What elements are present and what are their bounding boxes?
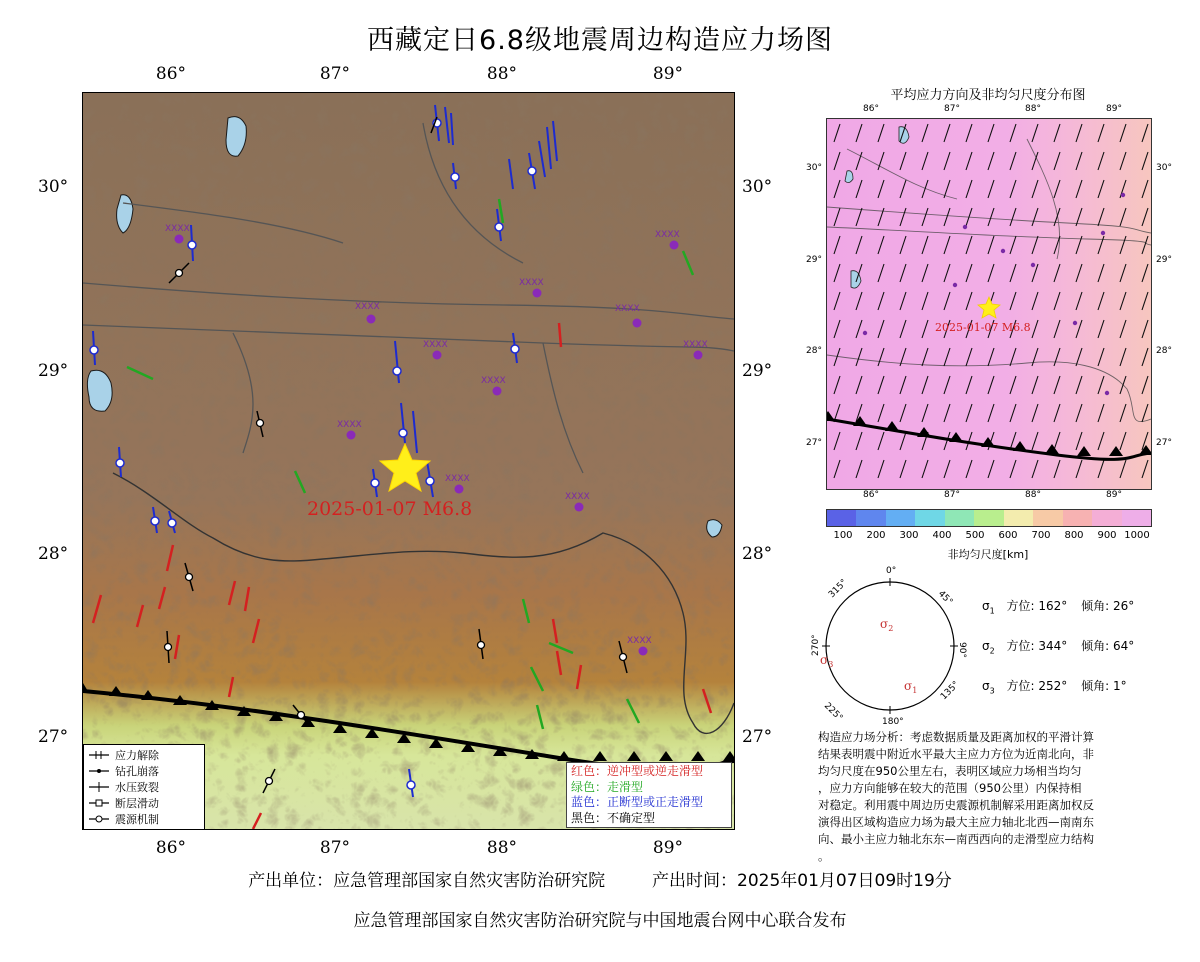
stereonet-canvas <box>810 560 970 730</box>
azimuth-label: 90° <box>957 642 967 658</box>
regime-legend <box>566 762 732 828</box>
colorbar-segment <box>945 510 974 526</box>
colorbar-segment <box>856 510 885 526</box>
colorbar-label: 非均匀尺度[km] <box>947 548 1029 561</box>
sigma2-marker: $\sigma_2$ <box>880 617 894 633</box>
colorbar-segment <box>915 510 944 526</box>
lat-label-right-30: 30° <box>742 177 773 197</box>
map-title: 西藏定日6.8级地震周边构造应力场图 <box>367 25 833 56</box>
lon-label-top-86: 86° <box>155 64 187 84</box>
lat-label-right-29: 29° <box>742 361 773 381</box>
legend-row <box>88 747 159 763</box>
inset-epicenter-label: 2025-01-07 M6.8 <box>935 321 1031 334</box>
station-label: XXXX <box>355 302 380 312</box>
inset-lon-bottom: 88° <box>1025 490 1041 500</box>
azimuth-label: 225° <box>821 701 845 724</box>
lon-label-top-88: 88° <box>486 64 518 84</box>
legend-row <box>88 779 159 795</box>
colorbar-tick: 1000 <box>1124 530 1150 541</box>
azimuth-label: 315° <box>827 577 850 601</box>
colorbar-tick: 500 <box>965 530 985 541</box>
colorbar-segment <box>827 510 856 526</box>
lon-label-top-87: 87° <box>319 64 351 84</box>
lat-label-left-27: 27° <box>38 727 69 747</box>
station-label: XXXX <box>627 636 652 646</box>
inset-stress-map[interactable] <box>826 118 1152 490</box>
inset-title: 平均应力方向及非均匀尺度分布图 <box>890 88 1086 103</box>
inset-lon-top: 86° <box>863 104 879 114</box>
azimuth-label: 135° <box>939 679 962 703</box>
stress-analysis-text <box>818 729 1156 865</box>
colorbar-tick: 100 <box>833 530 853 541</box>
legend-label: 应力解除 <box>115 749 159 762</box>
legend-label: 钻孔崩落 <box>115 765 159 778</box>
producer-line <box>0 866 1200 891</box>
lon-label-top-89: 89° <box>652 64 684 84</box>
colorbar-segment <box>1004 510 1033 526</box>
lon-label-bottom-89: 89° <box>652 838 684 858</box>
analysis-line: 。 <box>818 849 830 863</box>
colorbar-tick: 600 <box>998 530 1018 541</box>
station-label: XXXX <box>481 376 506 386</box>
inset-lon-bottom: 86° <box>863 490 879 500</box>
colorbar-segment <box>1122 510 1151 526</box>
lon-label-bottom-88: 88° <box>486 838 518 858</box>
azimuth-label: 0° <box>886 566 897 576</box>
sigma3-marker: $\sigma_3$ <box>820 653 834 669</box>
inset-lon-bottom: 87° <box>944 490 960 500</box>
station-label: XXXX <box>683 340 708 350</box>
station-label: XXXX <box>655 230 680 240</box>
inset-lon-bottom: 89° <box>1106 490 1122 500</box>
inset-lat-right: 28° <box>1156 346 1172 356</box>
focal-mechanism-symbol-icon <box>88 813 110 825</box>
colorbar-tick: 900 <box>1097 530 1117 541</box>
analysis-line: 结果表明震中附近水平最大主应力方位为近南北向，非 <box>818 747 1094 761</box>
inset-lon-top: 89° <box>1106 104 1122 114</box>
analysis-line: 均匀尺度在950公里左右，表明区域应力场相当均匀 <box>818 764 1082 778</box>
inset-lat-left: 27° <box>806 438 822 448</box>
colorbar-tick: 200 <box>866 530 886 541</box>
lat-label-left-29: 29° <box>38 361 69 381</box>
analysis-line: 对稳定。利用震中周边历史震源机制解采用距离加权反 <box>818 798 1094 812</box>
legend-row <box>88 811 159 827</box>
legend-strike-slip: 绿色：走滑型 <box>571 779 644 794</box>
colorbar-segment <box>886 510 915 526</box>
publisher-line: 应急管理部国家自然灾害防治研究院与中国地震台网中心联合发布 <box>353 911 847 931</box>
analysis-line: 演得出区域构造应力场为最大主应力轴北北西—南南东 <box>818 815 1094 829</box>
lon-label-bottom-87: 87° <box>319 838 351 858</box>
stress-stereonet <box>810 560 970 730</box>
producer-label: 产出单位：应急管理部国家自然灾害防治研究院 <box>248 871 606 891</box>
colorbar-segment <box>1092 510 1121 526</box>
station-label: XXXX <box>565 492 590 502</box>
station-label: XXXX <box>165 224 190 234</box>
station-label: XXXX <box>423 340 448 350</box>
borehole-breakout-symbol-icon <box>88 765 110 777</box>
sigma1-row: $\sigma_1$ 方位: 162° 倾角: 26° <box>982 599 1135 616</box>
epicenter-label: 2025-01-07 M6.8 <box>307 498 473 520</box>
inset-lat-right: 30° <box>1156 163 1172 173</box>
colorbar-segment <box>974 510 1003 526</box>
analysis-line: ，应力方向能够在较大的范围（950公里）内保持相 <box>818 781 1082 795</box>
lat-label-right-27: 27° <box>742 727 773 747</box>
sigma3-row: $\sigma_3$ 方位: 252° 倾角: 1° <box>982 679 1127 696</box>
colorbar-tick: 800 <box>1064 530 1084 541</box>
azimuth-label: 180° <box>882 717 904 727</box>
station-label: XXXX <box>519 278 544 288</box>
legend-label: 震源机制 <box>115 813 159 826</box>
analysis-line: 向、最小主应力轴北东东—南西西向的走滑型应力结构 <box>818 832 1094 846</box>
lat-label-left-30: 30° <box>38 177 69 197</box>
hydraulic-fracturing-symbol-icon <box>88 781 110 793</box>
fault-slip-symbol-icon <box>88 797 110 809</box>
legend-thrust: 红色：逆冲型或逆走滑型 <box>571 764 704 778</box>
symbol-legend <box>83 744 205 830</box>
main-map-canvas <box>83 93 734 829</box>
analysis-line: 构造应力场分析：考虑数据质量及距离加权的平滑计算 <box>818 730 1094 744</box>
legend-row <box>88 795 159 811</box>
sigma2-row: $\sigma_2$ 方位: 344° 倾角: 64° <box>982 639 1135 656</box>
colorbar-segment <box>1063 510 1092 526</box>
main-stress-map[interactable] <box>82 92 735 830</box>
inset-lat-right: 27° <box>1156 438 1172 448</box>
colorbar-tick: 700 <box>1031 530 1051 541</box>
colorbar-segment <box>1033 510 1062 526</box>
inset-lon-top: 88° <box>1025 104 1041 114</box>
inset-lat-right: 29° <box>1156 255 1172 265</box>
station-label: XXXX <box>615 304 640 314</box>
colorbar-tick: 400 <box>932 530 952 541</box>
azimuth-label: 270° <box>811 634 821 656</box>
station-label: XXXX <box>337 420 362 430</box>
colorbar <box>826 509 1152 527</box>
legend-row <box>88 763 159 779</box>
inset-lat-left: 29° <box>806 255 822 265</box>
legend-label: 水压致裂 <box>115 781 159 794</box>
lat-label-right-28: 28° <box>742 544 773 564</box>
colorbar-tick: 300 <box>899 530 919 541</box>
sigma1-marker: $\sigma_1$ <box>904 679 918 695</box>
overcoring-symbol-icon <box>88 749 110 761</box>
production-time: 产出时间：2025年01月07日09时19分 <box>652 871 952 891</box>
inset-map-canvas <box>827 119 1151 489</box>
legend-normal: 蓝色：正断型或正走滑型 <box>571 795 704 809</box>
lat-label-left-28: 28° <box>38 544 69 564</box>
legend-undetermined: 黑色：不确定型 <box>571 810 656 825</box>
station-label: XXXX <box>445 474 470 484</box>
lon-label-bottom-86: 86° <box>155 838 187 858</box>
inset-lon-top: 87° <box>944 104 960 114</box>
legend-label: 断层滑动 <box>115 797 159 810</box>
inset-lat-left: 28° <box>806 346 822 356</box>
azimuth-label: 45° <box>935 589 955 608</box>
stereonet-circle <box>826 582 954 710</box>
inset-lat-left: 30° <box>806 163 822 173</box>
